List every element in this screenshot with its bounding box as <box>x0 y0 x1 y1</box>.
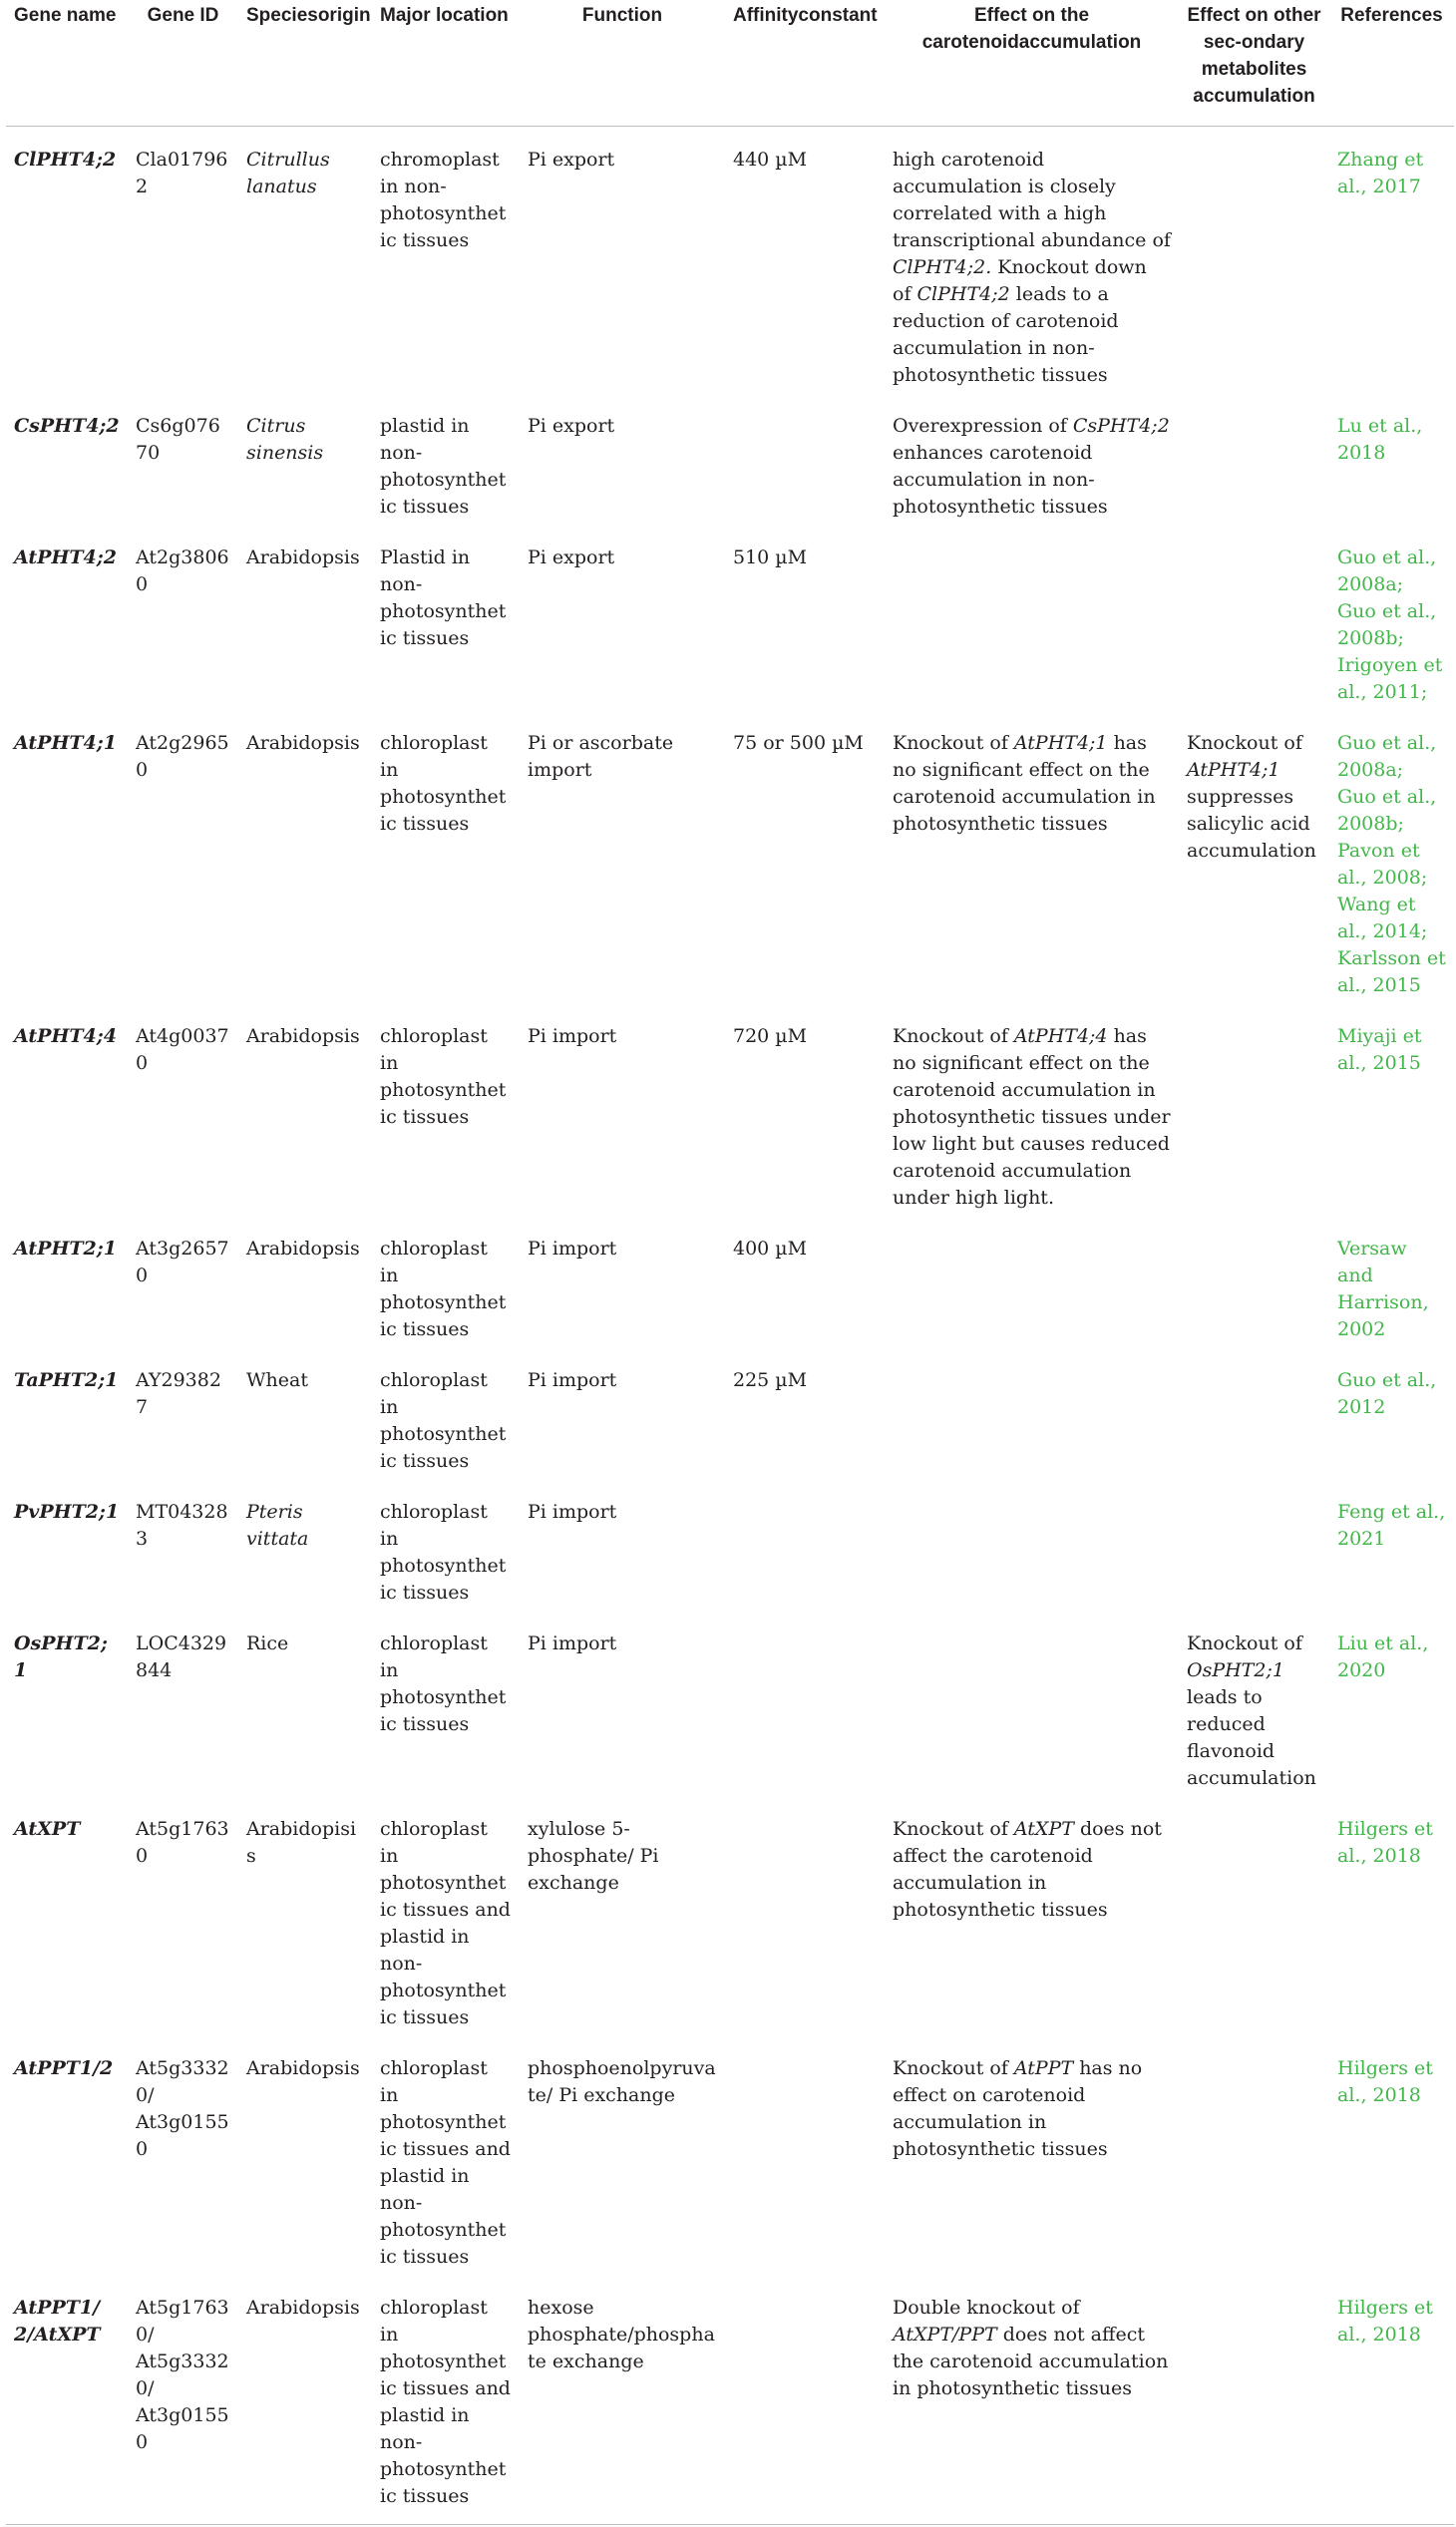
function-cell: Pi export <box>520 525 725 710</box>
species-cell: Rice <box>238 1611 372 1796</box>
header-references: References <box>1329 0 1454 127</box>
location-cell: chloroplast in photosynthetic tissues and plastid in non-photosynthetic tissues <box>372 2275 520 2525</box>
gene-id-cell: Cs6g07670 <box>128 393 238 525</box>
references-cell[interactable]: Guo et al., 2008a; Guo et al., 2008b; Pavon et al., 2008; Wang et al., 2014; Karlsson et al., 2015 <box>1329 710 1454 1003</box>
gene-id-cell: LOC4329844 <box>128 1611 238 1796</box>
effect-other-cell <box>1179 1003 1329 1216</box>
table-row <box>6 1216 1454 1347</box>
gene-symbol: CsPHT4;2 <box>1073 415 1170 437</box>
location-cell: chloroplast in photosynthetic tissues <box>372 710 520 1003</box>
function-cell: Pi or ascorbate import <box>520 710 725 1003</box>
text-fragment: Overexpression of <box>893 415 1073 437</box>
gene-id-cell: At2g38060 <box>128 525 238 710</box>
location-cell: chromoplast in non-photosynthetic tissues <box>372 127 520 394</box>
table-row <box>6 2275 1454 2525</box>
species-cell: Citrullus lanatus <box>238 127 372 394</box>
location-cell: chloroplast in photosynthetic tissues <box>372 1611 520 1796</box>
table-row <box>6 710 1454 1003</box>
effect-other-cell <box>1179 2035 1329 2275</box>
references-cell[interactable]: Hilgers et al., 2018 <box>1329 2035 1454 2275</box>
table-row <box>6 1347 1454 1479</box>
species-cell: Wheat <box>238 1347 372 1479</box>
effect-other-cell <box>1179 393 1329 525</box>
gene-name-cell: AtPPT1/2 <box>6 2035 128 2275</box>
function-cell: Pi import <box>520 1347 725 1479</box>
affinity-cell: 720 µM <box>725 1003 885 1216</box>
effect-carotenoid-cell <box>885 1347 1179 1479</box>
location-cell: chloroplast in photosynthetic tissues <box>372 1003 520 1216</box>
gene-id-cell: At5g33320/ At3g01550 <box>128 2035 238 2275</box>
gene-name-cell: OsPHT2;1 <box>6 1611 128 1796</box>
header-gene-id: Gene ID <box>128 0 238 127</box>
text-fragment: Knockout of <box>1187 1632 1302 1654</box>
effect-carotenoid-cell <box>885 1479 1179 1611</box>
gene-symbol: ClPHT4;2. <box>893 256 991 278</box>
gene-name-cell: AtXPT <box>6 1796 128 2035</box>
function-cell: Pi import <box>520 1479 725 1611</box>
gene-id-cell: MT043283 <box>128 1479 238 1611</box>
affinity-cell <box>725 393 885 525</box>
table-row <box>6 1003 1454 1216</box>
effect-other-cell <box>1179 1611 1329 1796</box>
gene-name-cell: ClPHT4;2 <box>6 127 128 394</box>
references-cell[interactable]: Miyaji et al., 2015 <box>1329 1003 1454 1216</box>
table-row <box>6 1611 1454 1796</box>
affinity-cell: 400 µM <box>725 1216 885 1347</box>
function-cell: Pi import <box>520 1611 725 1796</box>
affinity-cell <box>725 1796 885 2035</box>
references-cell[interactable]: Guo et al., 2012 <box>1329 1347 1454 1479</box>
header-affinity-constant: Affinityconstant <box>725 0 885 127</box>
table-row <box>6 1796 1454 2035</box>
species-cell: Arabidopsis <box>238 525 372 710</box>
species-cell: Arabidopsis <box>238 710 372 1003</box>
species-cell: Arabidopsis <box>238 1003 372 1216</box>
gene-id-cell: At5g17630/ At5g33320/ At3g01550 <box>128 2275 238 2525</box>
location-cell: chloroplast in photosynthetic tissues <box>372 1347 520 1479</box>
text-fragment: has no significant effect on the carotenoid accumulation in photosynthetic tissues <box>893 732 1156 835</box>
gene-name-cell: TaPHT2;1 <box>6 1347 128 1479</box>
gene-name-cell: CsPHT4;2 <box>6 393 128 525</box>
gene-id-cell: Cla017962 <box>128 127 238 394</box>
species-cell: Arabidopsis <box>238 2035 372 2275</box>
affinity-cell <box>725 2035 885 2275</box>
gene-symbol: AtXPT/PPT <box>893 2324 997 2346</box>
effect-carotenoid-cell <box>885 393 1179 525</box>
gene-symbol: AtPHT4;1 <box>1187 759 1280 781</box>
location-cell: chloroplast in photosynthetic tissues and plastid in non-photosynthetic tissues <box>372 2035 520 2275</box>
gene-symbol: AtPHT4;1 <box>1014 732 1108 754</box>
text-fragment: does not affect the carotenoid accumulation in photosynthetic tissues <box>893 1818 1162 1921</box>
function-cell: xylulose 5-phosphate/ Pi exchange <box>520 1796 725 2035</box>
table-row <box>6 525 1454 710</box>
species-cell: Arabidopisis <box>238 1796 372 2035</box>
gene-symbol: AtPPT <box>1014 2057 1073 2079</box>
gene-id-cell: AY293827 <box>128 1347 238 1479</box>
gene-symbol: ClPHT4;2 <box>917 283 1010 305</box>
effect-other-cell <box>1179 710 1329 1003</box>
text-fragment: Knockout of <box>893 1025 1014 1047</box>
gene-symbol: AtPHT4;4 <box>1014 1025 1108 1047</box>
header-gene-name: Gene name <box>6 0 128 127</box>
text-fragment: high carotenoid accumulation is closely correlated with a high transcriptional abundance of <box>893 149 1171 251</box>
text-fragment: Knockout down of <box>893 256 1147 305</box>
references-cell[interactable]: Hilgers et al., 2018 <box>1329 2275 1454 2525</box>
gene-name-cell: AtPHT2;1 <box>6 1216 128 1347</box>
gene-symbol: AtXPT <box>1014 1818 1074 1840</box>
header-major-location: Major location <box>372 0 520 127</box>
species-cell: Arabidopsis <box>238 1216 372 1347</box>
table-row <box>6 127 1454 394</box>
table-row <box>6 393 1454 525</box>
text-fragment: leads to reduced flavonoid accumulation <box>1187 1686 1316 1789</box>
table-row <box>6 2035 1454 2275</box>
gene-id-cell: At5g17630 <box>128 1796 238 2035</box>
affinity-cell: 510 µM <box>725 525 885 710</box>
header-effect-carotenoid: Effect on the carotenoidaccumulation <box>885 0 1179 127</box>
text-fragment: Knockout of <box>1187 732 1302 754</box>
location-cell: plastid in non-photosynthetic tissues <box>372 393 520 525</box>
header-species-origin: Speciesorigin <box>238 0 372 127</box>
references-cell[interactable]: Hilgers et al., 2018 <box>1329 1796 1454 2035</box>
affinity-cell <box>725 1611 885 1796</box>
effect-carotenoid-cell <box>885 1611 1179 1796</box>
text-fragment: Knockout of <box>893 2057 1014 2079</box>
effect-carotenoid-cell <box>885 710 1179 1003</box>
references-cell[interactable]: Feng et al., 2021 <box>1329 1479 1454 1611</box>
references-cell[interactable]: Liu et al., 2020 <box>1329 1611 1454 1796</box>
gene-name-cell: AtPHT4;2 <box>6 525 128 710</box>
species-cell: Citrus sinensis <box>238 393 372 525</box>
affinity-cell <box>725 2275 885 2525</box>
effect-other-cell <box>1179 1216 1329 1347</box>
header-row <box>6 0 1454 127</box>
text-fragment: Knockout of <box>893 1818 1014 1840</box>
effect-carotenoid-cell <box>885 127 1179 394</box>
affinity-cell <box>725 1479 885 1611</box>
location-cell: chloroplast in photosynthetic tissues <box>372 1479 520 1611</box>
gene-name-cell: AtPPT1/ 2/AtXPT <box>6 2275 128 2525</box>
effect-carotenoid-cell <box>885 2275 1179 2525</box>
effect-carotenoid-cell <box>885 1796 1179 2035</box>
affinity-cell: 75 or 500 µM <box>725 710 885 1003</box>
effect-other-cell <box>1179 1347 1329 1479</box>
effect-carotenoid-cell <box>885 2035 1179 2275</box>
text-fragment: has no effect on carotenoid accumulation in photosynthetic tissues <box>893 2057 1142 2160</box>
effect-carotenoid-cell <box>885 525 1179 710</box>
effect-other-cell <box>1179 1796 1329 2035</box>
text-fragment: has no significant effect on the carotenoid accumulation in photosynthetic tissues under low light but causes reduced carotenoid accumulation under high light. <box>893 1025 1171 1209</box>
text-fragment: leads to a reduction of carotenoid accumulation in non-photosynthetic tissues <box>893 283 1119 386</box>
effect-other-cell <box>1179 127 1329 394</box>
text-fragment: enhances carotenoid accumulation in non-photosynthetic tissues <box>893 442 1108 518</box>
effect-other-cell <box>1179 2275 1329 2525</box>
function-cell: hexose phosphate/phosphate exchange <box>520 2275 725 2525</box>
gene-symbol: OsPHT2;1 <box>1187 1659 1284 1681</box>
gene-id-cell: At2g29650 <box>128 710 238 1003</box>
table-body <box>6 127 1454 2525</box>
gene-id-cell: At3g26570 <box>128 1216 238 1347</box>
text-fragment: Knockout of <box>893 732 1014 754</box>
text-fragment: Double knockout of <box>893 2297 1080 2319</box>
gene-name-cell: AtPHT4;1 <box>6 710 128 1003</box>
references-cell[interactable]: Zhang et al., 2017 <box>1329 127 1454 394</box>
function-cell: Pi export <box>520 127 725 394</box>
header-effect-other: Effect on other sec-ondary metabolites accumulation <box>1179 0 1329 127</box>
references-cell[interactable]: Versaw and Harrison, 2002 <box>1329 1216 1454 1347</box>
text-fragment: suppresses salicylic acid accumulation <box>1187 786 1316 862</box>
function-cell: phosphoenolpyruvate/ Pi exchange <box>520 2035 725 2275</box>
text-fragment: does not affect the carotenoid accumulation in photosynthetic tissues <box>893 2324 1168 2399</box>
species-cell: Pteris vittata <box>238 1479 372 1611</box>
references-cell[interactable]: Lu et al., 2018 <box>1329 393 1454 525</box>
function-cell: Pi import <box>520 1216 725 1347</box>
header-function: Function <box>520 0 725 127</box>
references-cell[interactable]: Guo et al., 2008a; Guo et al., 2008b; Irigoyen et al., 2011; <box>1329 525 1454 710</box>
function-cell: Pi export <box>520 393 725 525</box>
affinity-cell: 225 µM <box>725 1347 885 1479</box>
gene-id-cell: At4g00370 <box>128 1003 238 1216</box>
transporter-table <box>6 0 1454 2527</box>
affinity-cell: 440 µM <box>725 127 885 394</box>
effect-carotenoid-cell <box>885 1003 1179 1216</box>
effect-other-cell <box>1179 525 1329 710</box>
function-cell: Pi import <box>520 1003 725 1216</box>
location-cell: Plastid in non-photosynthetic tissues <box>372 525 520 710</box>
table-row <box>6 1479 1454 1611</box>
species-cell: Arabidopsis <box>238 2275 372 2525</box>
effect-other-cell <box>1179 1479 1329 1611</box>
effect-carotenoid-cell <box>885 1216 1179 1347</box>
gene-name-cell: PvPHT2;1 <box>6 1479 128 1611</box>
gene-name-cell: AtPHT4;4 <box>6 1003 128 1216</box>
location-cell: chloroplast in photosynthetic tissues and plastid in non-photosynthetic tissues <box>372 1796 520 2035</box>
location-cell: chloroplast in photosynthetic tissues <box>372 1216 520 1347</box>
